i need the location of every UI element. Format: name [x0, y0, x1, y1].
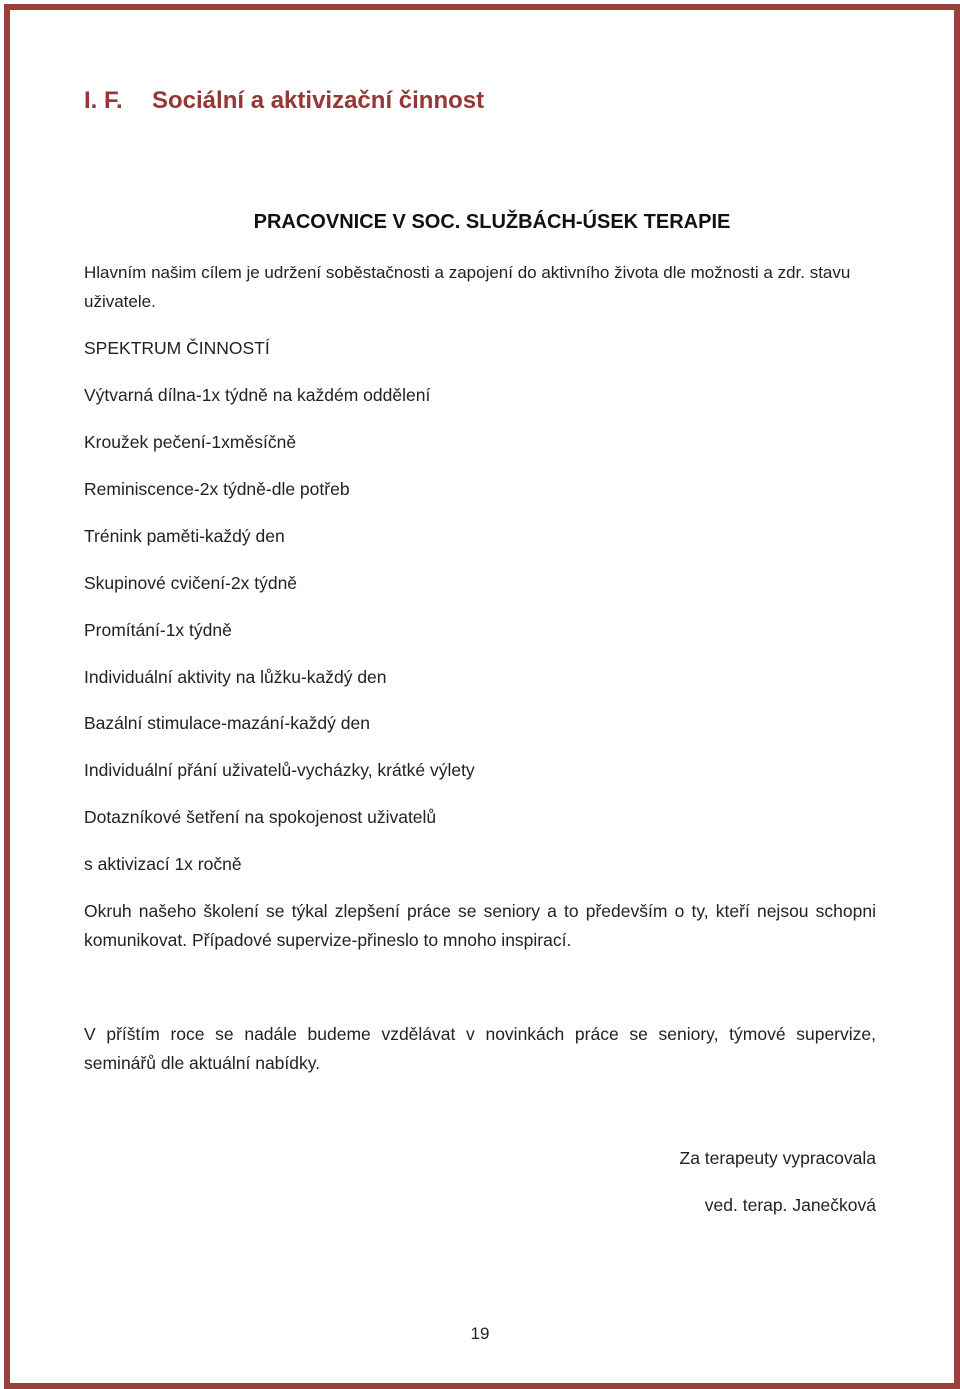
activity-item: Reminiscence-2x týdně-dle potřeb: [84, 479, 350, 499]
section-number: I. F.: [84, 87, 123, 114]
section-title: Sociální a aktivizační činnost: [152, 87, 485, 114]
page-number: 19: [470, 1324, 490, 1343]
activity-item: Kroužek pečení-1xměsíčně: [84, 432, 297, 452]
activity-item: Individuální přání uživatelů-vycházky, krátké výlety: [84, 760, 475, 780]
next-year-paragraph: V příštím roce se nadále budeme vzdělávat v novinkách práce se seniory, týmové supervize, seminářů dle aktuální nabídky.: [84, 1024, 876, 1073]
activity-item: Bazální stimulace-mazání-každý den: [84, 713, 370, 733]
activity-item: Výtvarná dílna-1x týdně na každém oddělení: [84, 385, 431, 405]
spectrum-heading: SPEKTRUM ČINNOSTÍ: [84, 338, 270, 358]
activity-item: Trénink paměti-každý den: [84, 526, 285, 546]
signature-line-2: ved. terap. Janečková: [704, 1195, 876, 1215]
section-heading: [84, 83, 484, 119]
activity-item: Individuální aktivity na lůžku-každý den: [84, 667, 387, 687]
activity-item: Skupinové cvičení-2x týdně: [84, 573, 298, 593]
signature-line-1: Za terapeuty vypracovala: [679, 1148, 876, 1168]
department-title: PRACOVNICE V SOC. SLUŽBÁCH-ÚSEK TERAPIE: [253, 211, 731, 233]
activity-item: s aktivizací 1x ročně: [84, 854, 242, 874]
activity-item: Promítání-1x týdně: [84, 620, 232, 640]
training-paragraph: Okruh našeho školení se týkal zlepšení práce se seniory a to především o ty, kteří nejsou schopni komunikovat. Případové supervize-přineslo to mnoho inspirací.: [84, 901, 876, 950]
intro-paragraph: Hlavním našim cílem je udržení soběstačnosti a zapojení do aktivního života dle možnosti a zdr. stavu uživatele.: [84, 263, 851, 311]
activity-item: Dotazníkové šetření na spokojenost uživatelů: [84, 807, 437, 827]
